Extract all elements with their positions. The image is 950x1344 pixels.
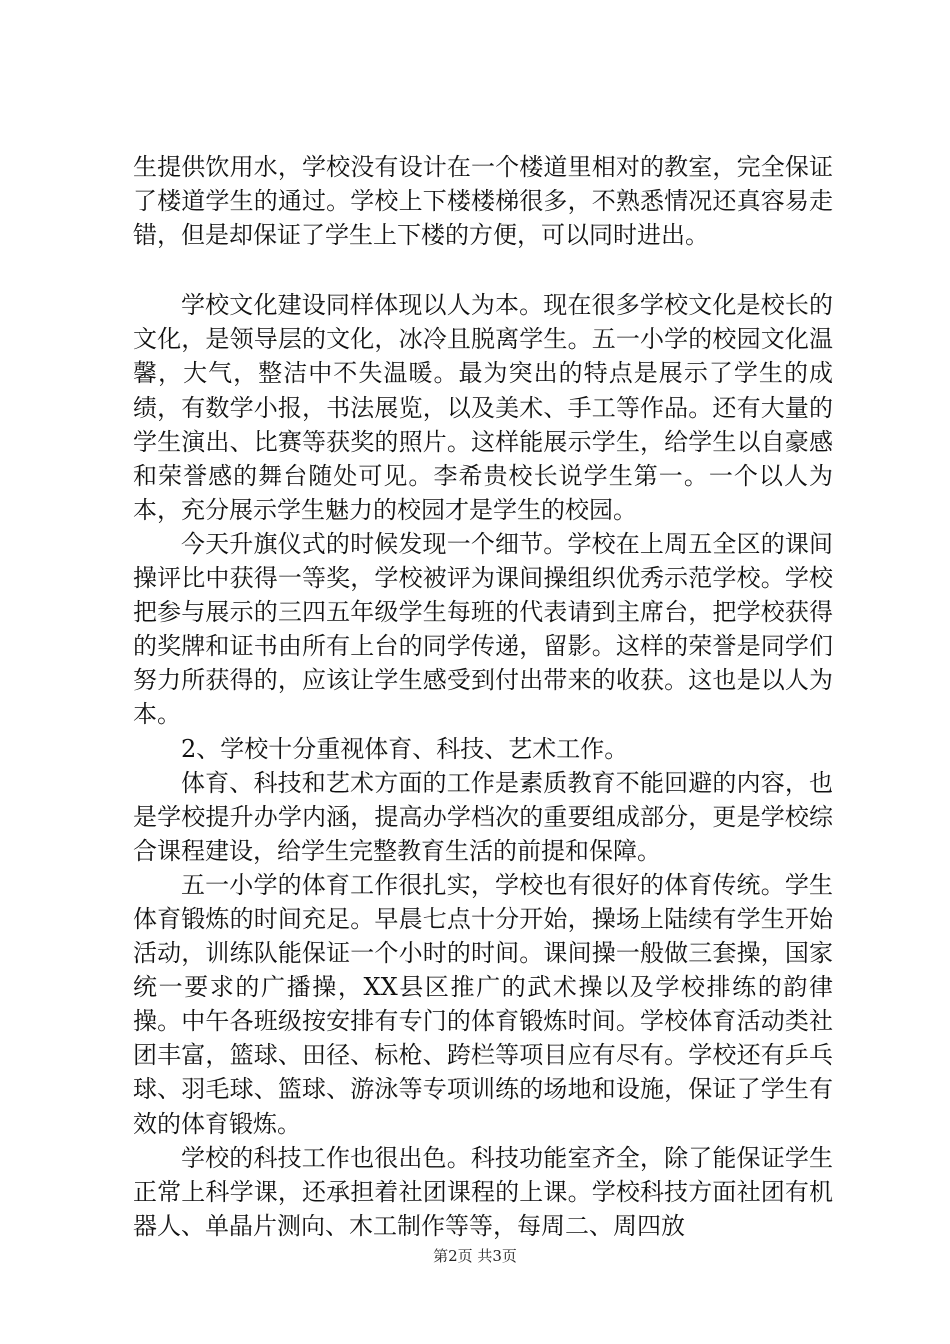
document-body: [133, 150, 833, 1243]
section-heading: 2、学校十分重视体育、科技、艺术工作。: [181, 734, 629, 763]
paragraph-school-culture: 学校文化建设同样体现以人为本。现在很多学校文化是校长的文化，是领导层的文化，冰冷且脱离学生。五一小学的校园文化温馨，大气，整洁中不失温暖。最为突出的特点是展示了学生的成绩，有数学小报，书法展览，以及美术、手工等作品。还有大量的学生演出、比赛等获奖的照片。这样能展示学生，给学生以自豪感和荣誉感的舞台随处可见。李希贵校长说学生第一。一个以人为本，充分展示学生魅力的校园才是学生的校园。: [133, 291, 833, 524]
paragraph-technology: 学校的科技工作也很出色。科技功能室齐全，除了能保证学生正常上科学课，还承担着社团课程的上课。学校科技方面社团有机器人、单晶片测向、木工制作等等，每周二、周四放: [133, 1143, 833, 1240]
paragraph-continuation: 生提供饮用水，学校没有设计在一个楼道里相对的教室，完全保证了楼道学生的通过。学校上下楼楼梯很多，不熟悉情况还真容易走错，但是却保证了学生上下楼的方便，可以同时进出。: [133, 153, 833, 250]
paragraph-sports: 五一小学的体育工作很扎实，学校也有很好的体育传统。学生体育锻炼的时间充足。早晨七点十分开始，操场上陆续有学生开始活动，训练队能保证一个小时的时间。课间操一般做三套操，国家统一要求的广播操，XX县区推广的武术操以及学校排练的韵律操。中午各班级按安排有专门的体育锻炼时间。学校体育活动类社团丰富，篮球、田径、标枪、跨栏等项目应有尽有。学校还有乒乓球、羽毛球、篮球、游泳等专项训练的场地和设施，保证了学生有效的体育锻炼。: [133, 870, 833, 1138]
paragraph-gap: [133, 252, 833, 288]
paragraph-quality-education: 体育、科技和艺术方面的工作是素质教育不能回避的内容，也是学校提升办学内涵，提高办学档次的重要组成部分，更是学校综合课程建设，给学生完整教育生活的前提和保障。: [133, 768, 833, 865]
paragraph-flag-ceremony: 今天升旗仪式的时候发现一个细节。学校在上周五全区的课间操评比中获得一等奖，学校被评为课间操组织优秀示范学校。学校把参与展示的三四五年级学生每班的代表请到主席台，把学校获得的奖牌和证书由所有上台的同学传递，留影。这样的荣誉是同学们努力所获得的，应该让学生感受到付出带来的收获。这也是以人为本。: [133, 529, 833, 729]
page-number-footer: 第2页 共3页: [433, 1247, 517, 1265]
